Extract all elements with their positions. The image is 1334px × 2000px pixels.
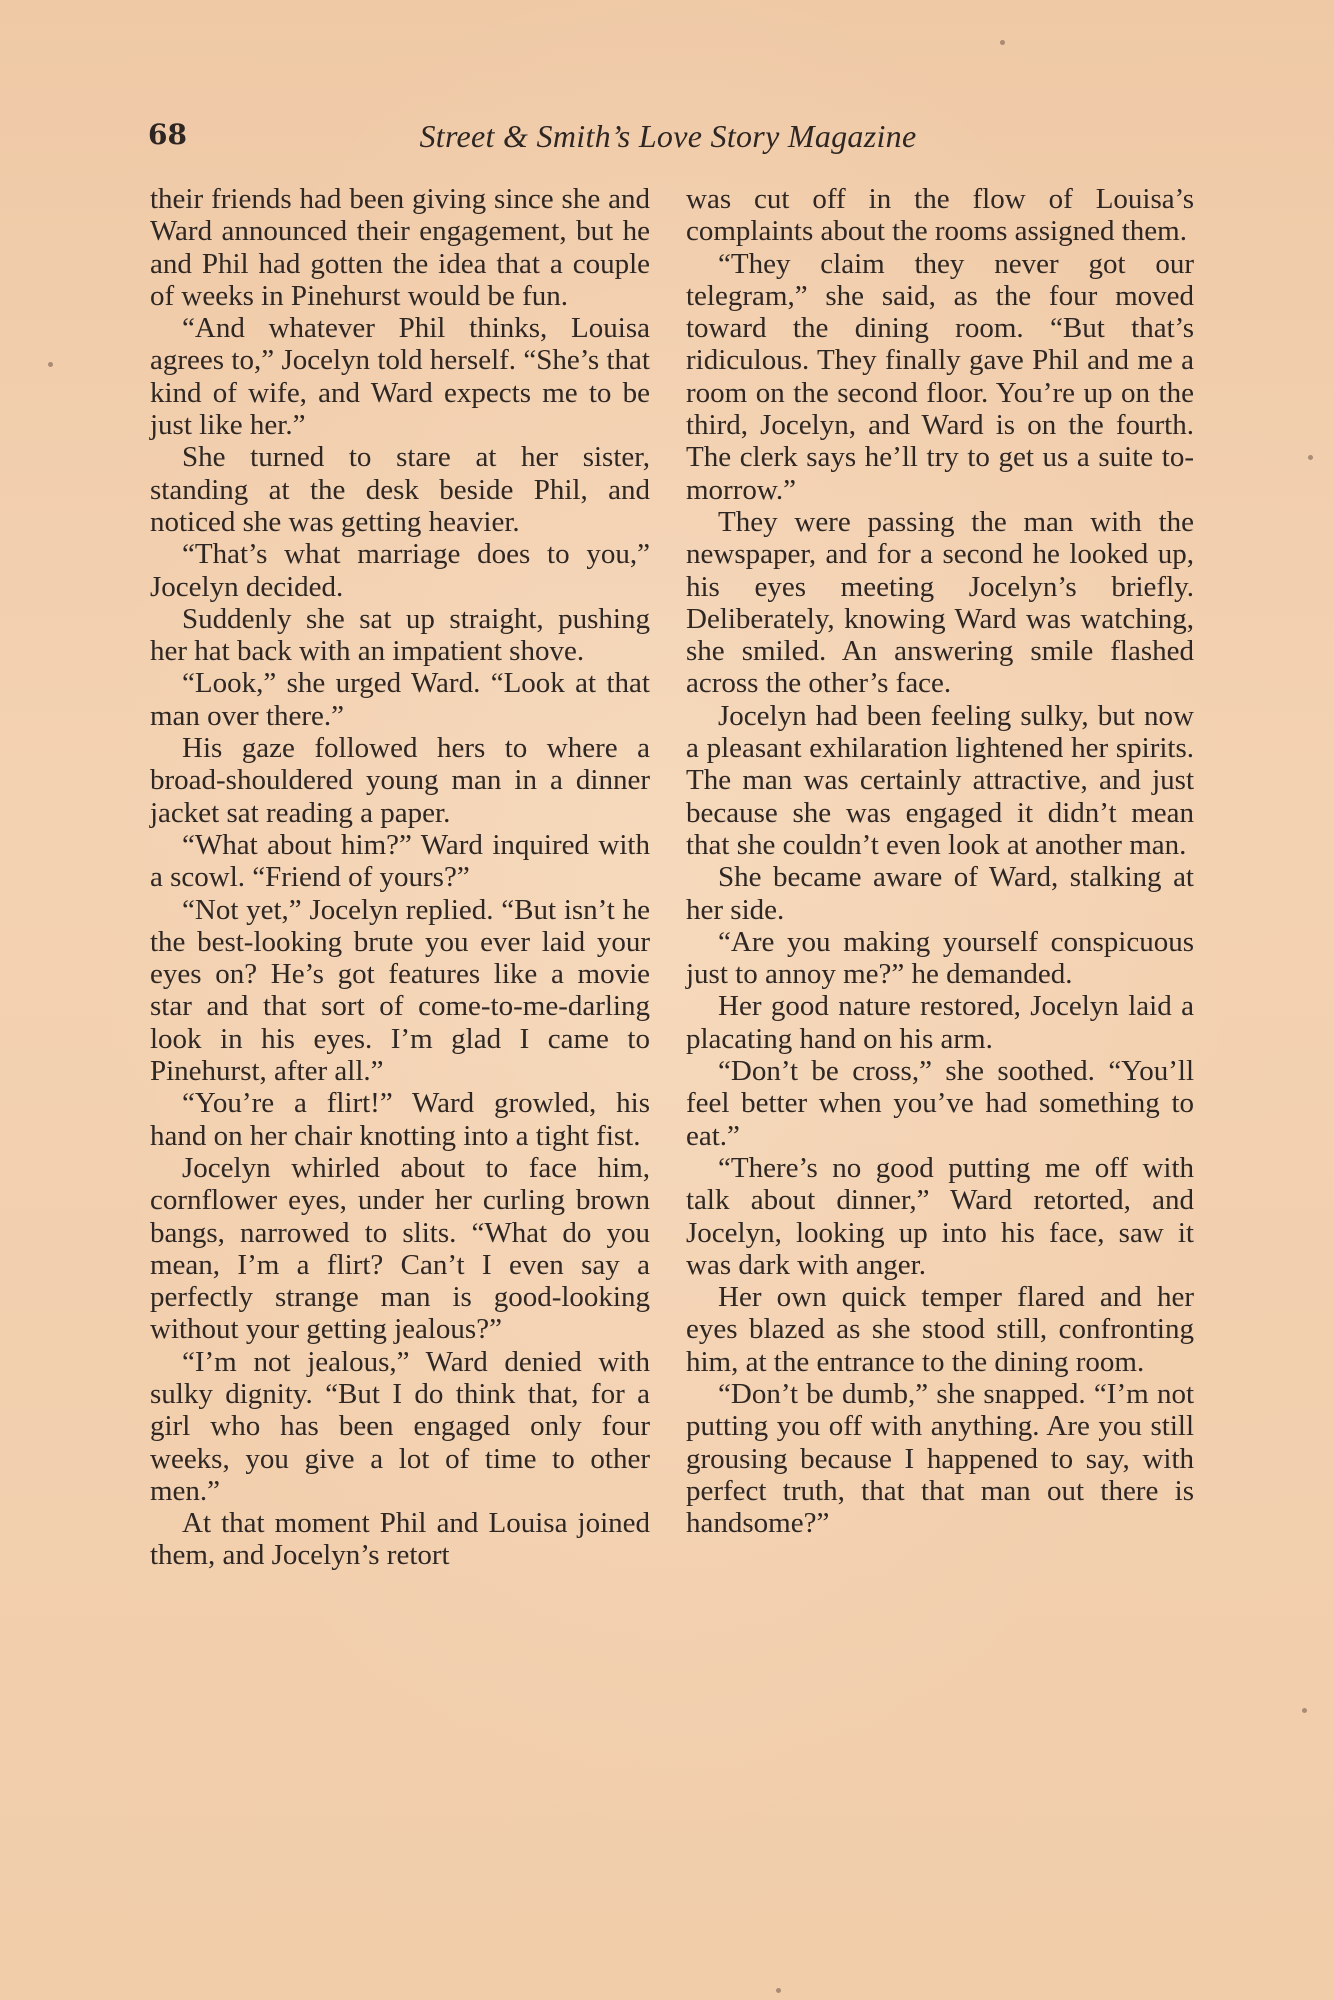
paper-speck xyxy=(1308,455,1313,460)
paragraph: At that moment Phil and Louisa joined them, and Jocelyn’s retort xyxy=(150,1507,650,1572)
paragraph: Her good nature restored, Jocelyn laid a placating hand on his arm. xyxy=(686,990,1194,1055)
paragraph: Jocelyn had been feeling sulky, but now a pleasant exhilaration lightened her spirits. The man was certainly attractive, and just because she was engaged it didn’t mean that she couldn’t even look at another man. xyxy=(686,699,1194,861)
right-column xyxy=(686,183,1194,1539)
paragraph: She turned to stare at her sister, standing at the desk beside Phil, and noticed she was getting heavier. xyxy=(150,441,650,538)
paragraph: “Look,” she urged Ward. “Look at that man over there.” xyxy=(150,667,650,732)
page-header xyxy=(148,118,1188,158)
paragraph: “That’s what marriage does to you,” Jocelyn decided. xyxy=(150,538,650,603)
paragraph: Suddenly she sat up straight, pushing her hat back with an impatient shove. xyxy=(150,602,650,668)
page-number: 68 xyxy=(148,118,187,151)
paragraph: “What about him?” Ward inquired with a scowl. “Friend of yours?” xyxy=(150,828,650,894)
paragraph: was cut off in the flow of Louisa’s complaints about the rooms assigned them. xyxy=(686,183,1194,248)
paragraph: Jocelyn whirled about to face him, cornflower eyes, under her curling brown bangs, narrowed to slits. “What do you mean, I’m a flirt? Can’t I even say a perfectly strange man is good-looking without your getting jealous?” xyxy=(150,1151,650,1346)
running-title: Street & Smith’s Love Story Magazine xyxy=(419,118,917,154)
paragraph: “And whatever Phil thinks, Louisa agrees to,” Jocelyn told herself. “She’s that kind of wife, and Ward expects me to be just like her.” xyxy=(150,312,650,442)
paragraph: “Are you making yourself conspicuous just to annoy me?” he demanded. xyxy=(686,925,1194,991)
paragraph: “They claim they never got our telegram,” she said, as the four moved toward the dining room. “But that’s ridiculous. They finally gave Phil and me a room on the second floor. You’re up on the third, Jocelyn, and Ward is on the fourth. The clerk says he’ll try to get us a suite to-morrow.” xyxy=(686,247,1194,506)
paragraph: His gaze followed hers to where a broad-shouldered young man in a dinner jacket sat reading a paper. xyxy=(150,732,650,829)
paragraph: “You’re a flirt!” Ward growled, his hand on her chair knotting into a tight fist. xyxy=(150,1087,650,1152)
paragraph: “Don’t be cross,” she soothed. “You’ll feel better when you’ve had something to eat.” xyxy=(686,1055,1194,1152)
paragraph: She became aware of Ward, stalking at her side. xyxy=(686,861,1194,926)
paragraph: “I’m not jealous,” Ward denied with sulky dignity. “But I do think that, for a girl who has been engaged only four weeks, you give a lot of time to other men.” xyxy=(150,1345,650,1507)
paper-speck xyxy=(1302,1708,1307,1713)
paragraph: “There’s no good putting me off with talk about dinner,” Ward retorted, and Jocelyn, looking up into his face, saw it was dark with anger. xyxy=(686,1151,1194,1281)
paragraph: “Don’t be dumb,” she snapped. “I’m not putting you off with anything. Are you still grousing because I happened to say, with perfect truth, that that man out there is handsome?” xyxy=(686,1377,1194,1540)
left-column xyxy=(150,183,650,1572)
paragraph: “Not yet,” Jocelyn replied. “But isn’t he the best-looking brute you ever laid your eyes on? He’s got features like a movie star and that sort of come-to-me-darling look in his eyes. I’m glad I came to Pinehurst, after all.” xyxy=(150,893,650,1088)
paper-speck xyxy=(776,1988,781,1993)
paper-speck xyxy=(48,362,53,367)
paragraph: Her own quick temper flared and her eyes blazed as she stood still, confronting him, at the entrance to the dining room. xyxy=(686,1281,1194,1378)
paper-speck xyxy=(1000,40,1005,45)
paragraph: They were passing the man with the newspaper, and for a second he looked up, his eyes meeting Jocelyn’s briefly. Deliberately, knowing Ward was watching, she smiled. An answering smile flashed across the other’s face. xyxy=(686,505,1194,700)
paragraph: their friends had been giving since she and Ward announced their engagement, but he and Phil had gotten the idea that a couple of weeks in Pinehurst would be fun. xyxy=(150,183,650,312)
